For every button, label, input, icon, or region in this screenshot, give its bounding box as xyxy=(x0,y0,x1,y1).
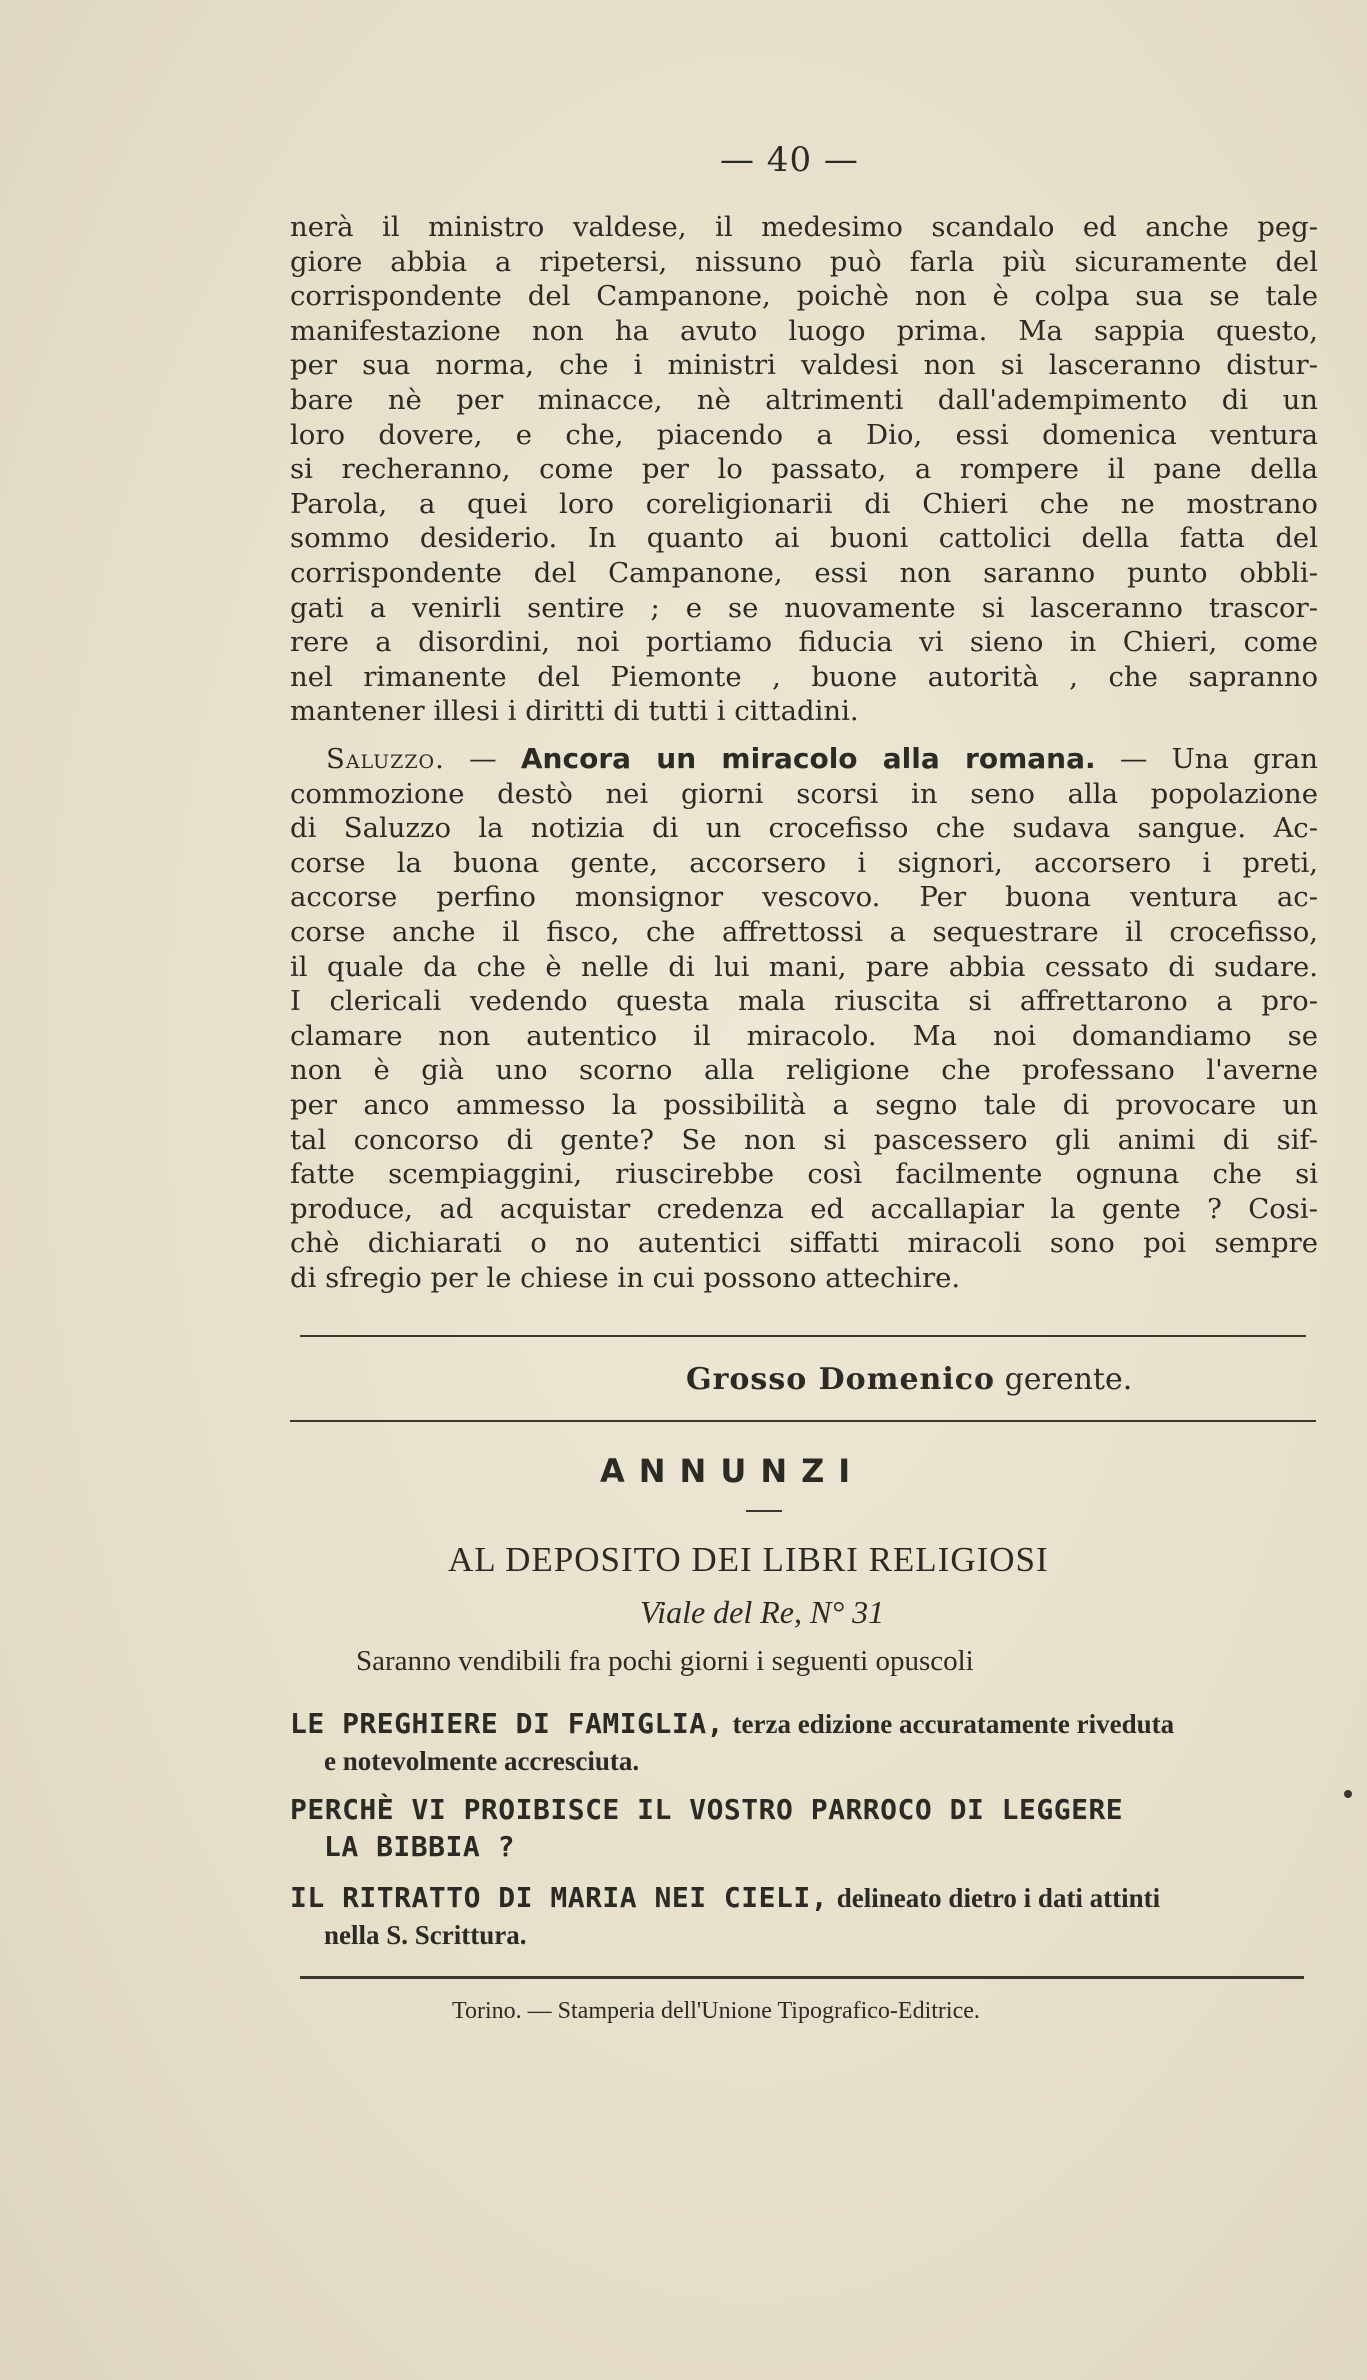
text-line: loro dovere, e che, piacendo a Dio, essi domenica ventura xyxy=(290,418,1318,451)
text-line: chè dichiarati o no autentici siffatti miracoli sono poi sempre xyxy=(290,1227,1318,1260)
text-line: di sfregio per le chiese in cui possono attechire. xyxy=(290,1261,961,1294)
gerente-role: gerente. xyxy=(1004,1362,1133,1397)
text-line: gati a venirli sentire ; e se nuovamente si lasceranno trascor- xyxy=(290,591,1318,624)
text-line: il quale da che è nelle di lui mani, pare abbia cessato di sudare. xyxy=(290,950,1318,983)
advert-address: Viale del Re, N° 31 xyxy=(640,1594,885,1630)
text-line: fatte scempiaggini, riuscirebbe così facilmente ognuna che si xyxy=(290,1158,1318,1191)
printer-footer: Torino. — Stamperia dell'Unione Tipografico-Editrice. xyxy=(452,1998,980,2024)
text-line: per sua norma, che i ministri valdesi non si lasceranno distur- xyxy=(290,349,1318,382)
gerente-line xyxy=(686,1362,1132,1397)
advert-item-title: PERCHÈ VI PROIBISCE IL VOSTRO PARROCO DI LEGGERE xyxy=(290,1793,1124,1826)
advert-item-desc: nella S. Scrittura. xyxy=(324,1920,527,1950)
text-line: corse anche il fisco, che affrettossi a sequestrare il crocefisso, xyxy=(290,915,1318,948)
text-line: per anco ammesso la possibilità a segno tale di provocare un xyxy=(290,1088,1318,1121)
text-line: corrispondente del Campanone, essi non saranno punto obbli- xyxy=(290,556,1318,589)
article-continuation xyxy=(290,210,1318,729)
text-line: clamare non autentico il miracolo. Ma noi domandiamo se xyxy=(290,1019,1318,1052)
text-line: si recheranno, come per lo passato, a rompere il pane della xyxy=(290,453,1318,486)
text-line: corse la buona gente, accorsero i signori, accorsero i preti, xyxy=(290,846,1318,879)
text-line: nel rimanente del Piemonte , buone autorità , che sapranno xyxy=(290,660,1318,693)
text-line: corrispondente del Campanone, poichè non è colpa sua se tale xyxy=(290,280,1318,313)
text-line: I clericali vedendo questa mala riuscita si affrettarono a pro- xyxy=(290,985,1318,1018)
short-divider xyxy=(746,1510,782,1512)
advert-item-title: IL RITRATTO DI MARIA NEI CIELI, xyxy=(290,1881,829,1914)
text-line: sommo desiderio. In quanto ai buoni cattolici della fatta del xyxy=(290,522,1318,555)
text-line: mantener illesi i diritti di tutti i cittadini. xyxy=(290,695,859,728)
advert-item-desc: e notevolmente accresciuta. xyxy=(324,1746,640,1776)
divider-rule xyxy=(300,1335,1306,1337)
text-line: di Saluzzo la notizia di un crocefisso che sudava sangue. Ac- xyxy=(290,812,1318,845)
text-line: accorse perfino monsignor vescovo. Per buona ventura ac- xyxy=(290,881,1318,914)
advert-item-title: LE PREGHIERE DI FAMIGLIA, xyxy=(290,1707,724,1740)
text-line: non è già uno scorno alla religione che professano l'averne xyxy=(290,1054,1318,1087)
divider-rule xyxy=(290,1420,1316,1422)
text-fragment: Una gran xyxy=(1171,743,1318,775)
advert-item-desc: delineato dietro i dati attinti xyxy=(836,1883,1161,1913)
text-line: nerà il ministro valdese, il medesimo scandalo ed anche peg- xyxy=(290,211,1318,243)
annunzi-heading: ANNUNZI xyxy=(600,1452,865,1490)
advert-item xyxy=(290,1792,1320,1865)
article-saluzzo xyxy=(290,742,1318,1296)
text-line: commozione destò nei giorni scorsi in seno alla popolazione xyxy=(290,777,1318,810)
text-line: produce, ad acquistar credenza ed accallapiar la gente ? Cosi- xyxy=(290,1192,1318,1225)
text-line: manifestazione non ha avuto luogo prima. Ma sappia questo, xyxy=(290,314,1318,347)
page-number: — 40 — xyxy=(720,140,859,180)
divider-rule xyxy=(300,1976,1304,1979)
advert-item-desc: terza edizione accuratamente riveduta xyxy=(732,1709,1175,1739)
advert-item xyxy=(290,1880,1320,1953)
advert-item xyxy=(290,1706,1320,1779)
text-line: bare nè per minacce, nè altrimenti dall'adempimento di un xyxy=(290,383,1318,416)
margin-mark xyxy=(1344,1790,1352,1798)
article-heading-line: Saluzzo. — Ancora un miracolo alla romana. — Una gran xyxy=(290,742,1318,777)
text-line: Parola, a quei loro coreligionarii di Chieri che ne mostrano xyxy=(290,487,1318,520)
text-line: giore abbia a ripetersi, nissuno può farla più sicuramente del xyxy=(290,245,1318,278)
gerente-name: Grosso Domenico xyxy=(686,1362,996,1397)
text-line: tal concorso di gente? Se non si pascessero gli animi di sif- xyxy=(290,1123,1318,1156)
article-place: Saluzzo. xyxy=(326,743,445,775)
advert-title: AL DEPOSITO DEI LIBRI RELIGIOSI xyxy=(448,1540,1049,1579)
article-title: Ancora un miracolo alla romana. xyxy=(520,742,1096,775)
text-line: rere a disordini, noi portiamo fiducia vi sieno in Chieri, come xyxy=(290,626,1318,659)
advert-subtitle: Saranno vendibili fra pochi giorni i seguenti opuscoli xyxy=(356,1645,974,1677)
advert-item-title-cont: LA BIBBIA ? xyxy=(324,1830,515,1863)
